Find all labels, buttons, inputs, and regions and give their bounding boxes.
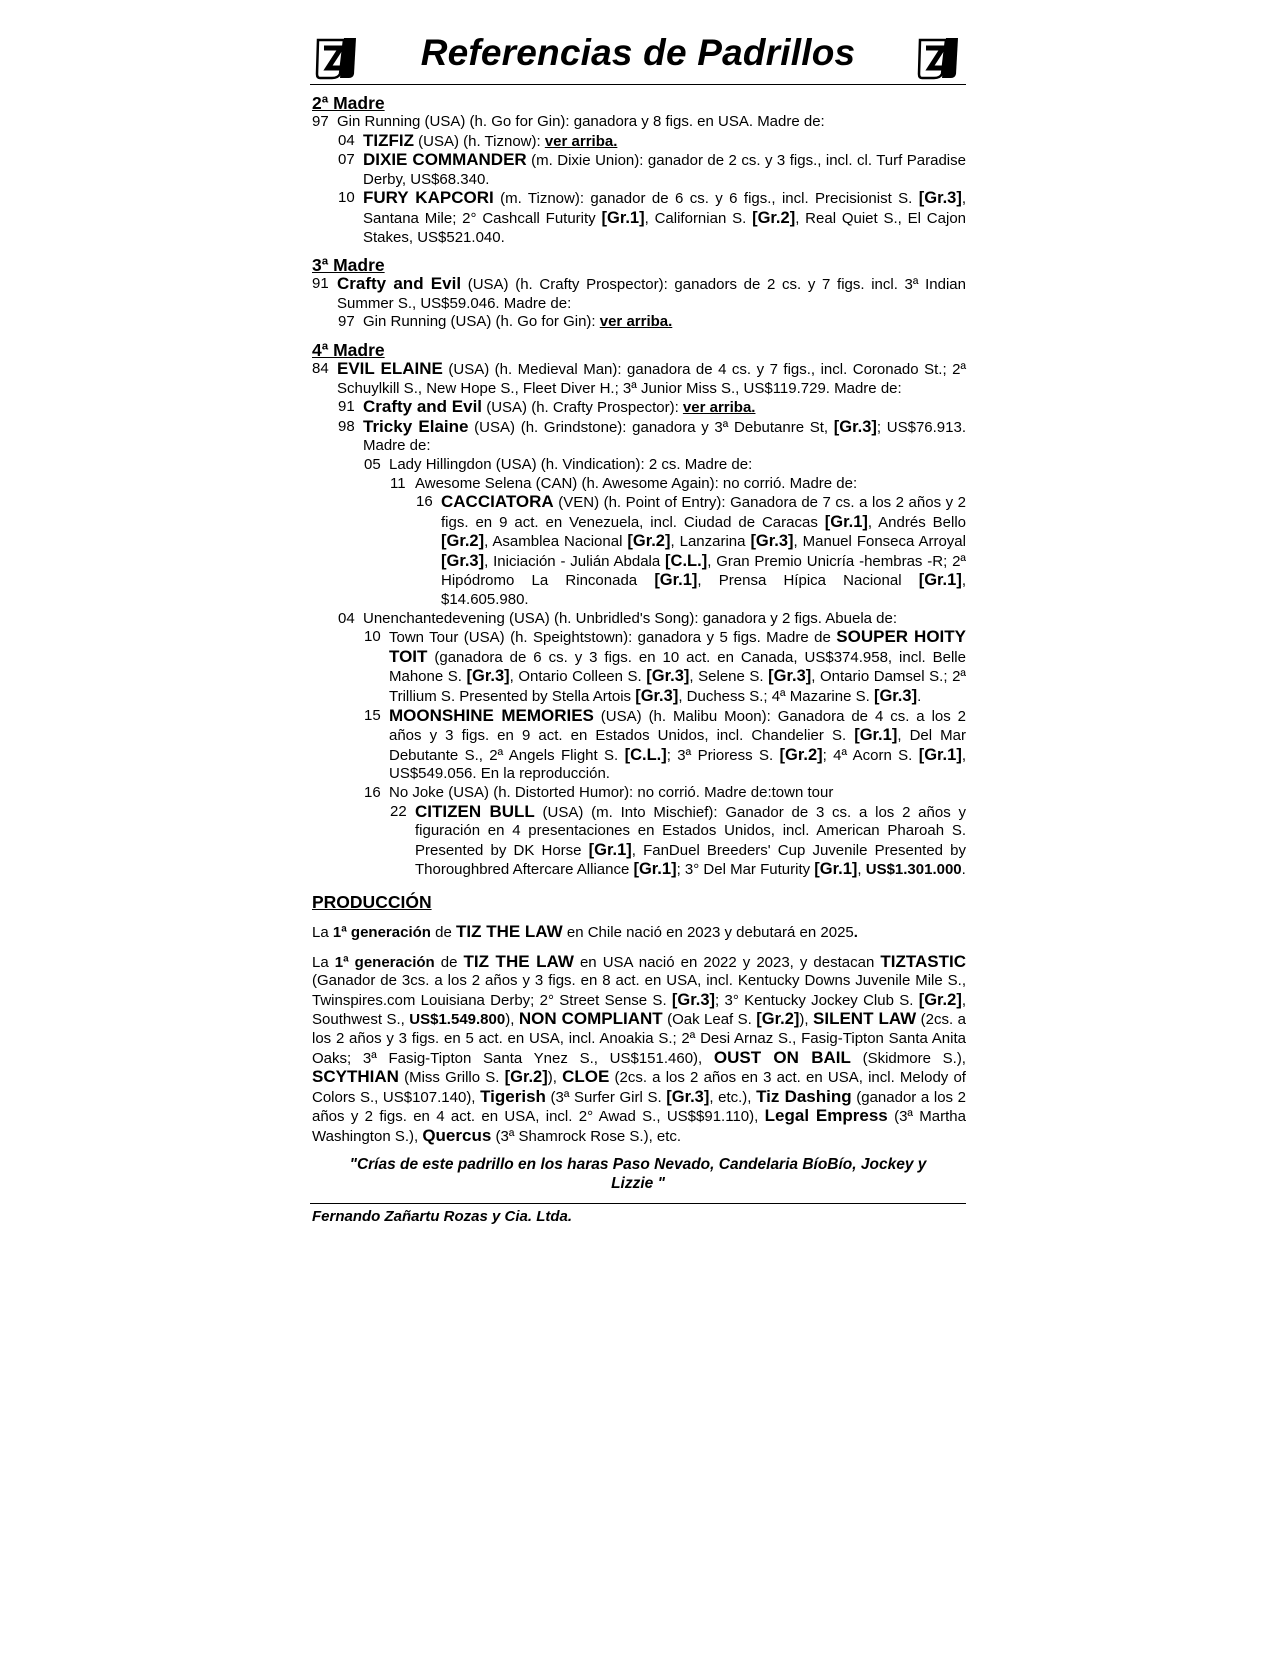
pedigree-entry: 11 Awesome Selena (CAN) (h. Awesome Again): no corrió. Madre de: xyxy=(390,474,858,492)
pedigree-entry: 22 CITIZEN BULL (USA) (m. Into Mischief): Ganador de 3 cs. a los 2 años y figuración en 4 presentaciones en Estados Unidos, incl. American Pharoah S. Presented by DK Horse [Gr.1], FanDuel Breeders' Cup Juvenile Presented by Thoroughbred Aftercare Alliance [Gr.1]; 3° Del Mar Futurity [Gr.1], US$1.301.000. xyxy=(390,801,966,879)
page-title: Referencias de Padrillos xyxy=(420,32,856,73)
pedigree-entry: 91 Crafty and Evil (USA) (h. Crafty Prospector): ver arriba. xyxy=(338,397,756,417)
ver-arriba-link[interactable]: ver arriba. xyxy=(682,399,756,417)
document-page xyxy=(310,30,966,1225)
ver-arriba-link[interactable]: ver arriba. xyxy=(544,132,618,150)
ver-arriba-link[interactable]: ver arriba. xyxy=(599,313,673,331)
horse-name: TIZFIZ xyxy=(363,130,414,150)
pedigree-entry: 07 DIXIE COMMANDER (m. Dixie Union): ganador de 2 cs. y 3 figs., incl. cl. Turf Paradise Derby, US$68.340. xyxy=(338,150,966,188)
horse-name: Crafty and Evil xyxy=(363,397,483,417)
pedigree-entry: 05 Lady Hillingdon (USA) (h. Vindication): 2 cs. Madre de: xyxy=(364,455,753,473)
section-heading: 2ª Madre xyxy=(312,93,385,113)
pedigree-entry: 84 EVIL ELAINE (USA) (h. Medieval Man): ganadora de 4 cs. y 7 figs., incl. Coronado St.; 2ª Schuylkill S., New Hope S., Fleet Diver H.; 3ª Junior Miss S., US$119.729. Madre de: xyxy=(312,358,966,397)
z-logo-icon xyxy=(916,34,962,80)
horse-name: Tricky Elaine xyxy=(363,416,469,436)
produccion-usa-paragraph: La 1ª generación de TIZ THE LAW en USA nació en 2022 y 2023, y destacan TIZTASTIC (Ganador de 3cs. a los 2 años y 3 figs. en 8 act. en USA, incl. Kentucky Downs Juvenile Mile S., Twinspires.com Louisiana Derby; 2° Street Sense S. [Gr.3]; 3° Kentucky Jockey Club S. [Gr.2], Southwest S., US$1.549.800), NON COMPLIANT (Oak Leaf S. [Gr.2]), SILENT LAW (2cs. a los 2 años y 3 figs. en 5 act. en USA, incl. Anoakia S.; 2ª Desi Arnaz S., Fasig-Tipton Santa Anita Oaks; 3ª Fasig-Tipton Santa Ynez S., US$151.460), OUST ON BAIL (Skidmore S.), SCYTHIAN (Miss Grillo S. [Gr.2]), CLOE (2cs. a los 2 años en 3 act. en USA, incl. Melody of Colors S., US$107.140), Tigerish (3ª Surfer Girl S. [Gr.3], etc.), Tiz Dashing (ganador a los 2 años y 2 figs. en 4 act. en USA, incl. 2° Awad S., US$$91.110), Legal Empress (3ª Martha Washington S.), Quercus (3ª Shamrock Rose S.), etc. xyxy=(312,951,967,1145)
pedigree-entry: 91 Crafty and Evil (USA) (h. Crafty Prospector): ganadors de 2 cs. y 7 figs. incl. 3ª Indian Summer S., US$59.046. Madre de: xyxy=(312,274,966,312)
horse-name: EVIL ELAINE xyxy=(337,358,443,378)
pedigree-entry: 97 Gin Running (USA) (h. Go for Gin): ganadora y 8 figs. en USA. Madre de: xyxy=(312,113,825,130)
produccion-heading: PRODUCCIÓN xyxy=(312,891,432,912)
haras-quote: "Crías de este padrillo en los haras Paso Nevado, Candelaria BíoBío, Jockey y Lizzie " xyxy=(349,1155,927,1192)
horse-name: MOONSHINE MEMORIES xyxy=(389,705,594,725)
pedigree-entry: 15 MOONSHINE MEMORIES (USA) (h. Malibu Moon): Ganadora de 4 cs. a los 2 años y 3 figs. en 9 act. en Estados Unidos, incl. Chandelier S. [Gr.1], Del Mar Debutante S., 2ª Angels Flight S. [C.L.]; 3ª Prioress S. [Gr.2]; 4ª Acorn S. [Gr.1], US$549.056. En la reproducción. xyxy=(364,705,967,783)
pedigree-entry: 04 TIZFIZ (USA) (h. Tiznow): ver arriba. xyxy=(338,130,618,150)
produccion-chile-paragraph: La 1ª generación de TIZ THE LAW en Chile nació en 2023 y debutará en 2025. xyxy=(312,921,858,941)
footer-divider xyxy=(310,1203,966,1204)
section-heading: 4ª Madre xyxy=(312,339,385,360)
horse-name: FURY KAPCORI xyxy=(363,188,494,208)
pedigree-entry: 16 CACCIATORA (VEN) (h. Point of Entry): Ganadora de 7 cs. a los 2 años y 2 figs. en 9 act. en Venezuela, incl. Ciudad de Caracas [Gr.1], Andrés Bello [Gr.2], Asamblea Nacional [Gr.2], Lanzarina [Gr.3], Manuel Fonseca Arroyal [Gr.3], Iniciación - Julián Abdala [C.L.], Gran Premio Unicría -hembras -R; 2ª Hipódromo La Rinconada [Gr.1], Prensa Hípica Nacional [Gr.1], $14.605.980. xyxy=(416,492,966,609)
pedigree-entry: 97 Gin Running (USA) (h. Go for Gin): ver arriba. xyxy=(338,313,673,331)
page-header xyxy=(310,30,966,85)
horse-name: SOUPER HOITY TOIT xyxy=(389,627,966,666)
pedigree-entry: 16 No Joke (USA) (h. Distorted Humor): no corrió. Madre de:town tour xyxy=(364,784,834,801)
pedigree-entry: 04 Unenchantedevening (USA) (h. Unbridled's Song): ganadora y 2 figs. Abuela de: xyxy=(338,609,898,627)
pedigree-entry: 98 Tricky Elaine (USA) (h. Grindstone): ganadora y 3ª Debutanre St, [Gr.3]; US$76.913. Madre de: xyxy=(338,416,966,455)
horse-name: CITIZEN BULL xyxy=(415,801,535,821)
horse-name: Crafty and Evil xyxy=(337,274,462,294)
horse-name: CACCIATORA xyxy=(441,492,554,512)
pedigree-entry: 10 Town Tour (USA) (h. Speightstown): ganadora y 5 figs. Madre de SOUPER HOITY TOIT (ganadora de 6 cs. y 3 figs. en 10 act. en Canada, US$374.958, incl. Belle Mahone S. [Gr.3], Ontario Colleen S. [Gr.3], Selene S. [Gr.3], Ontario Damsel S.; 2ª Trillium S. Presented by Stella Artois [Gr.3], Duchess S.; 4ª Mazarine S. [Gr.3]. xyxy=(364,627,966,706)
horse-name: DIXIE COMMANDER xyxy=(363,150,527,170)
company-name: Fernando Zañartu Rozas y Cia. Ltda. xyxy=(312,1207,573,1225)
section-heading: 3ª Madre xyxy=(312,255,385,276)
pedigree-entry: 10 FURY KAPCORI (m. Tiznow): ganador de 6 cs. y 6 figs., incl. Precisionist S. [Gr.3], Santana Mile; 2° Cashcall Futurity [Gr.1], Californian S. [Gr.2], Real Quiet S., El Cajon Stakes, US$521.040. xyxy=(338,188,967,246)
